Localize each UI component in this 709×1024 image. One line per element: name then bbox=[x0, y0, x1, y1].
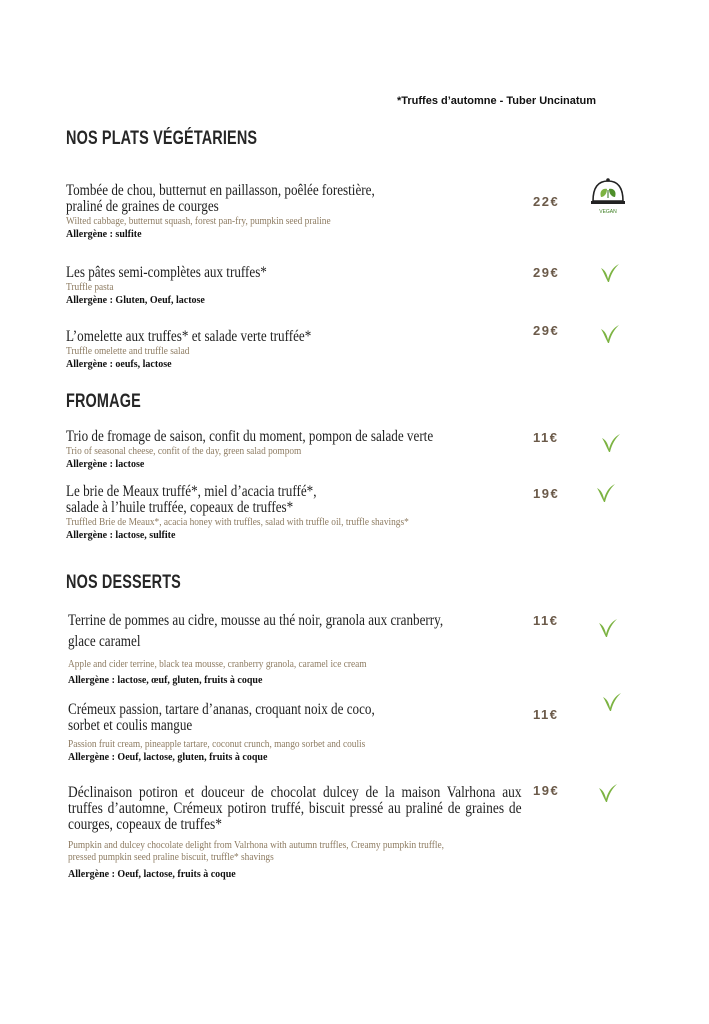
leaf-icon bbox=[599, 262, 621, 284]
dish-allergen: Allergène : oeufs, lactose bbox=[66, 359, 172, 370]
dish-name: Trio de fromage de saison, confit du moment, pompon de salade verte bbox=[66, 428, 434, 445]
dish-allergen: Allergène : Oeuf, lactose, gluten, fruits à coque bbox=[68, 752, 268, 763]
dish-allergen: Allergène : lactose bbox=[66, 459, 145, 470]
dish-price: 22€ bbox=[533, 194, 560, 209]
dish-allergen: Allergène : Oeuf, lactose, fruits à coque bbox=[68, 869, 236, 880]
dish-english: Trio of seasonal cheese, confit of the day, green salad pompom bbox=[66, 445, 302, 457]
menu-item bbox=[68, 785, 523, 881]
menu-item bbox=[66, 484, 521, 542]
menu-item bbox=[68, 610, 523, 687]
dish-price: 29€ bbox=[533, 323, 560, 338]
dish-english: Truffle pasta bbox=[66, 281, 114, 293]
menu-item bbox=[66, 329, 521, 371]
dish-english: Pumpkin and dulcey chocolate delight from Valrhona with autumn truffles, Creamy pumpkin truffle, pressed pumpkin seed praline biscuit, truffle* shavings bbox=[68, 839, 445, 863]
section-title-vegetarian: NOS PLATS VÉGÉTARIENS bbox=[66, 128, 258, 149]
dish-price: 29€ bbox=[533, 265, 560, 280]
leaf-icon bbox=[601, 691, 623, 713]
dish-price: 11€ bbox=[533, 707, 559, 722]
menu-item bbox=[66, 183, 521, 241]
dish-price: 19€ bbox=[533, 486, 560, 501]
menu-item bbox=[66, 265, 521, 307]
dish-name: Tombée de chou, butternut en paillasson, poêlée forestière, praliné de graines de courges bbox=[66, 182, 375, 215]
dish-name: Le brie de Meaux truffé*, miel d’acacia truffé*, salade à l’huile truffée, copeaux de truffes* bbox=[66, 483, 317, 516]
dish-allergen: Allergène : Gluten, Oeuf, lactose bbox=[66, 295, 205, 306]
leaf-icon bbox=[600, 432, 622, 454]
dish-name: L’omelette aux truffes* et salade verte truffée* bbox=[66, 328, 312, 345]
section-title-cheese: FROMAGE bbox=[66, 391, 141, 412]
leaf-icon bbox=[595, 482, 617, 504]
svg-text:VEGAN: VEGAN bbox=[599, 209, 617, 215]
dish-price: 19€ bbox=[533, 783, 560, 798]
dish-name: Déclinaison potiron et douceur de chocolat dulcey de la maison Valrhona aux truffes d’automne, Crémeux potiron truffé, biscuit pressé au praliné de graines de courges, copeaux de truffes* bbox=[68, 784, 522, 833]
dish-english: Passion fruit cream, pineapple tartare, coconut crunch, mango sorbet and coulis bbox=[68, 738, 366, 750]
leaf-icon bbox=[597, 617, 619, 639]
vegan-badge-icon bbox=[585, 175, 631, 227]
dish-allergen: Allergène : sulfite bbox=[66, 229, 142, 240]
leaf-icon bbox=[597, 782, 619, 804]
dish-english: Wilted cabbage, butternut squash, forest pan-fry, pumpkin seed praline bbox=[66, 215, 331, 227]
dish-price: 11€ bbox=[533, 430, 559, 445]
dish-english: Apple and cider terrine, black tea mousse, cranberry granola, caramel ice cream bbox=[68, 658, 367, 670]
section-title-desserts: NOS DESSERTS bbox=[66, 572, 181, 593]
leaf-icon bbox=[599, 323, 621, 345]
menu-item bbox=[68, 702, 523, 764]
dish-name: Les pâtes semi-complètes aux truffes* bbox=[66, 264, 267, 281]
dish-name: Crémeux passion, tartare d’ananas, croquant noix de coco, sorbet et coulis mangue bbox=[68, 701, 375, 734]
truffle-footnote: *Truffes d’automne - Tuber Uncinatum bbox=[397, 95, 597, 107]
dish-english: Truffled Brie de Meaux*, acacia honey with truffles, salad with truffle oil, truffle shavings* bbox=[66, 516, 409, 528]
dish-price: 11€ bbox=[533, 613, 559, 628]
dish-allergen: Allergène : lactose, sulfite bbox=[66, 530, 176, 541]
dish-name: Terrine de pommes au cidre, mousse au thé noir, granola aux cranberry, glace caramel bbox=[68, 612, 444, 650]
dish-english: Truffle omelette and truffle salad bbox=[66, 345, 190, 357]
dish-allergen: Allergène : lactose, œuf, gluten, fruits à coque bbox=[68, 675, 263, 686]
menu-item bbox=[66, 429, 521, 471]
